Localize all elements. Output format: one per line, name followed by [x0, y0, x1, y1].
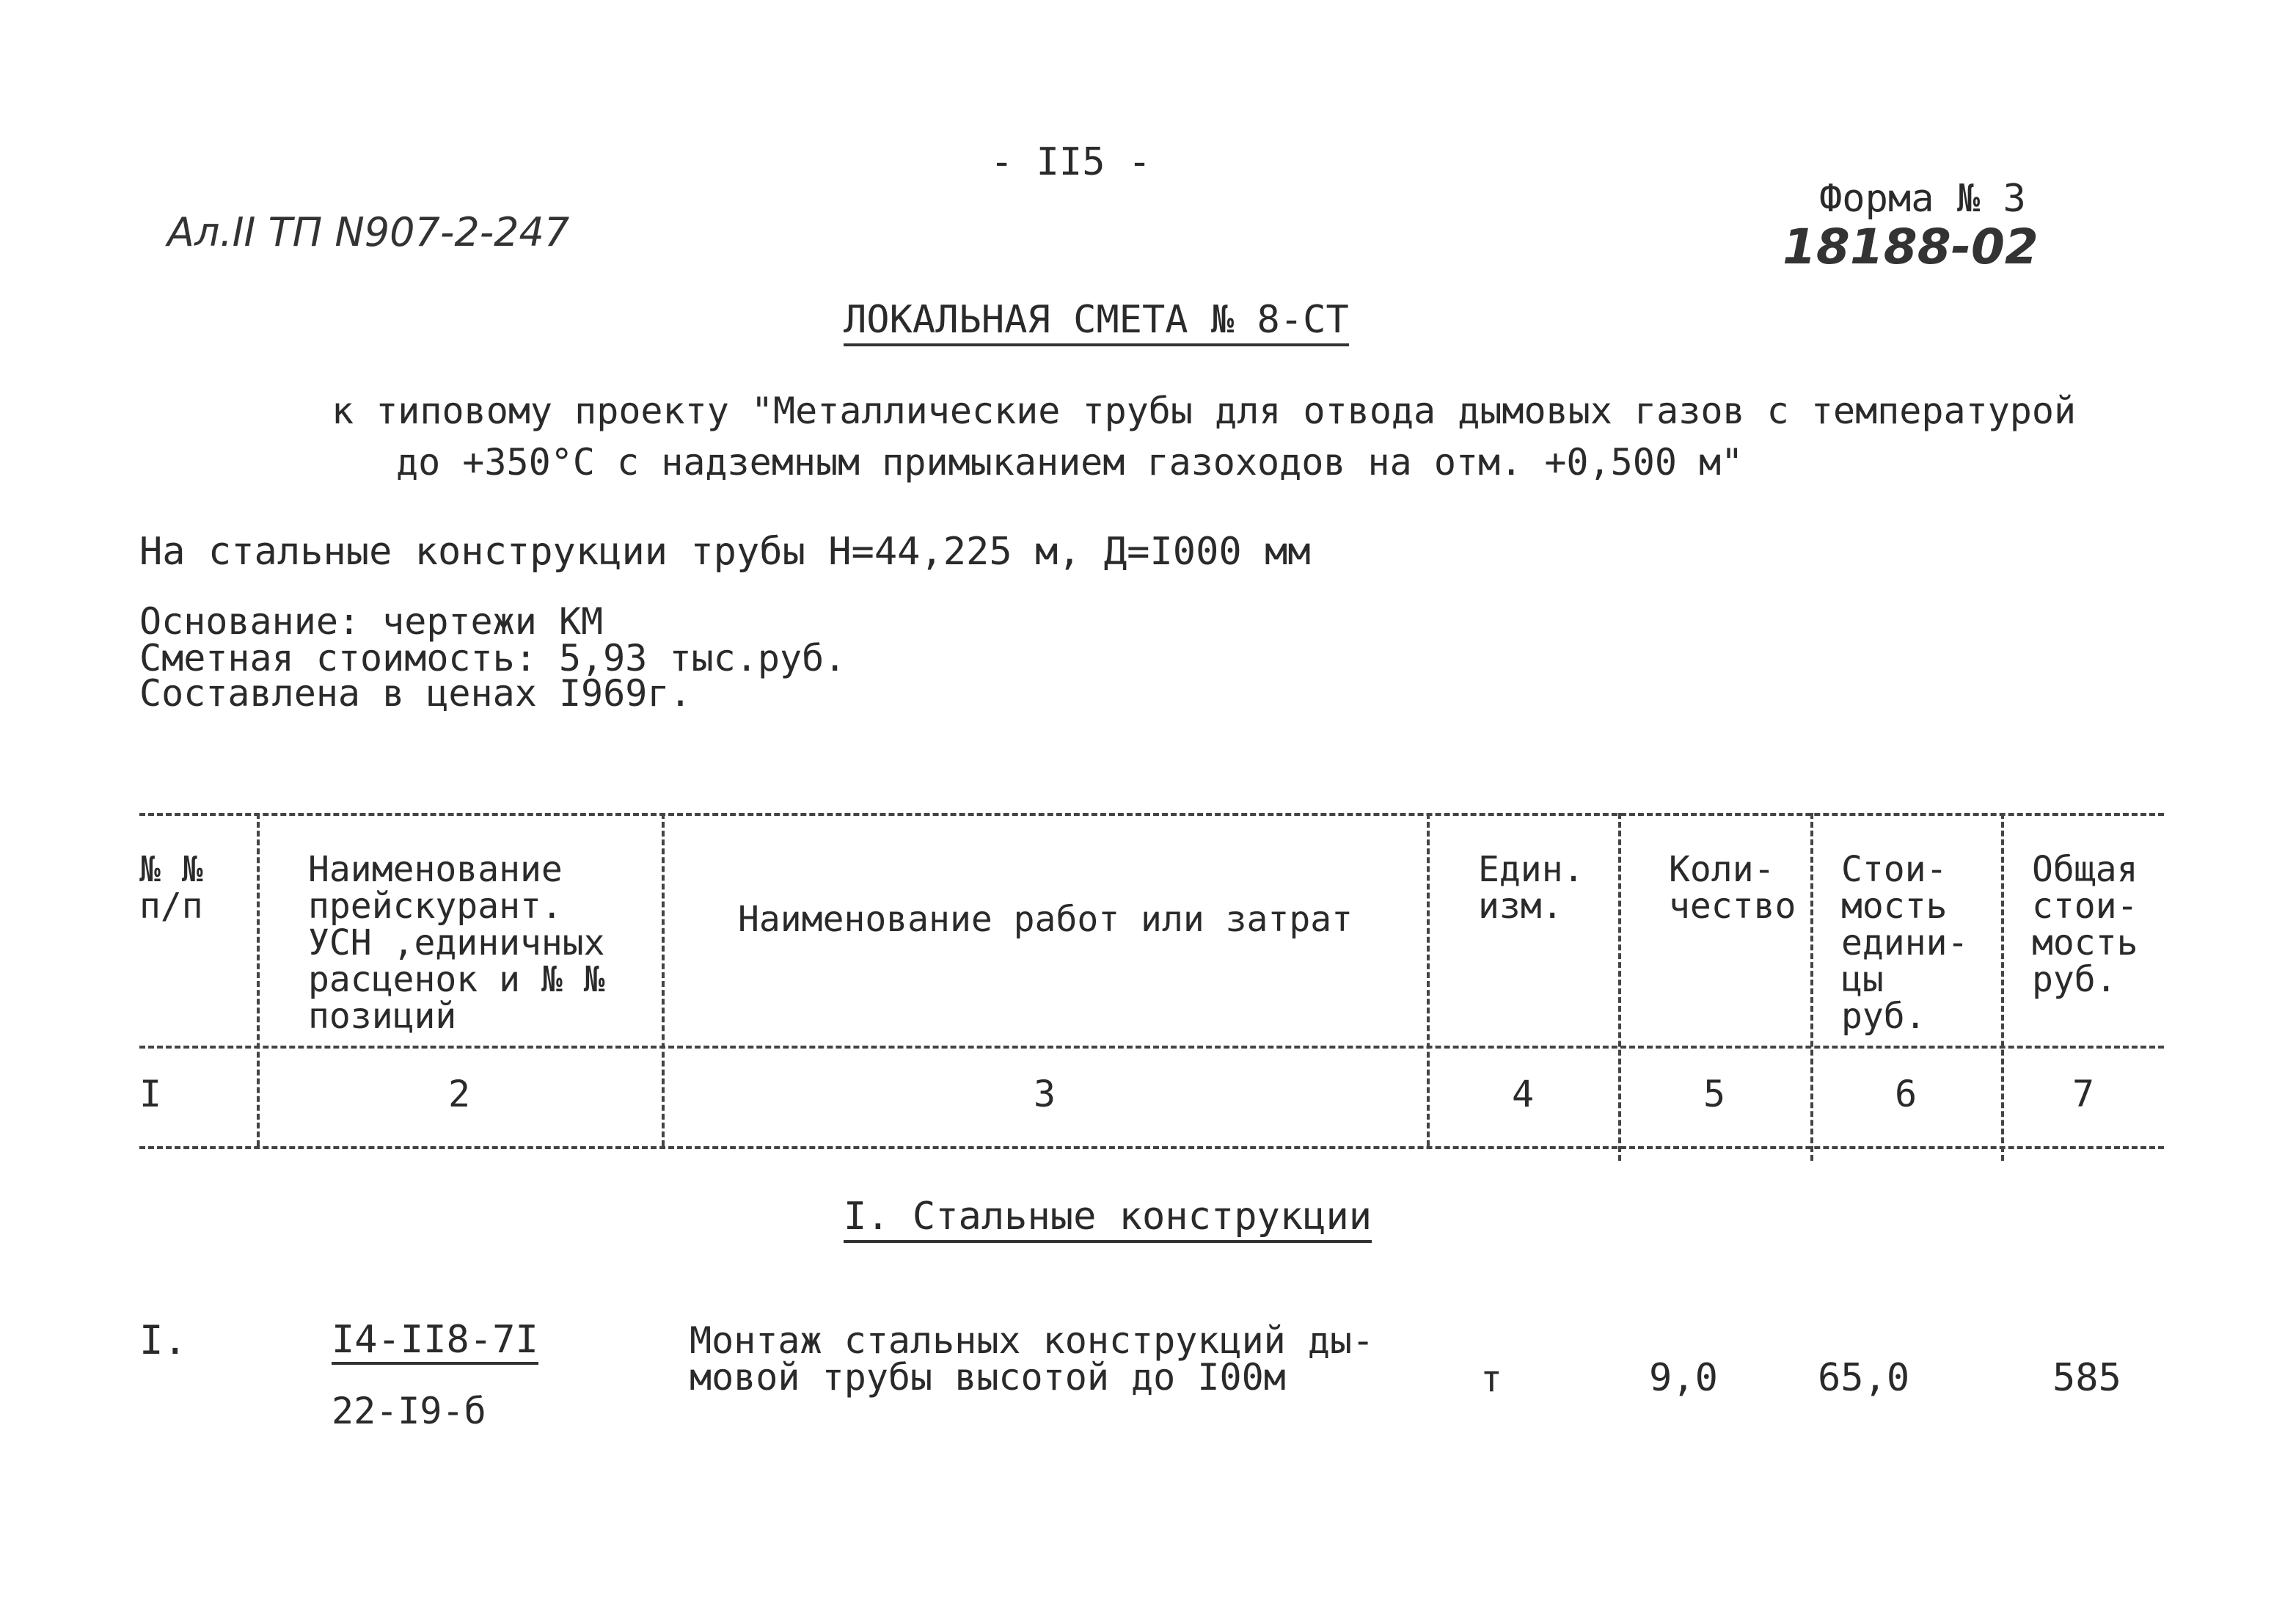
table-top-rule: [139, 813, 2164, 816]
header-item-number: № № п/п: [139, 849, 203, 927]
object-description: На стальные конструкции трубы Н=44,225 м, Д=I000 мм: [139, 530, 1311, 574]
form-label: Форма № 3: [1819, 177, 2026, 221]
column-number-3: 3: [1033, 1073, 1056, 1115]
section-title: I. Стальные конструкции: [844, 1197, 1372, 1243]
row-work-line-2: мовой трубы высотой до I00м: [690, 1356, 1286, 1399]
form-number: 18188-02: [1783, 219, 2039, 275]
row-unit-cost: 65,0: [1818, 1356, 1910, 1400]
basis-line: Основание: чертежи КМ: [139, 600, 604, 643]
column-number-1: I: [139, 1073, 162, 1115]
album-reference: Ал.II ТП N907-2-247: [167, 209, 570, 255]
row-number: I.: [139, 1317, 188, 1363]
header-price-list: Наименование прейскурант. УСН ,единичных расценок и № № позиций: [308, 849, 605, 1037]
table-header-rule: [139, 1046, 2164, 1049]
row-unit: т: [1480, 1357, 1503, 1400]
header-unit-cost: Стои- мость едини- цы руб.: [1841, 849, 1969, 1037]
header-quantity: Коли- чество: [1669, 849, 1796, 927]
subtitle-line-1: к типовому проекту "Металлические трубы для отвода дымовых газов с температурой: [332, 390, 2077, 432]
row-quantity: 9,0: [1649, 1356, 1718, 1400]
estimated-cost-line: Сметная стоимость: 5,93 тыс.руб.: [139, 637, 847, 679]
page-number: - II5 -: [990, 140, 1152, 184]
header-unit: Един. изм.: [1478, 849, 1584, 927]
document-title: ЛОКАЛЬНАЯ СМЕТА № 8-СТ: [844, 301, 1349, 346]
column-number-7: 7: [2072, 1073, 2095, 1115]
column-number-2: 2: [447, 1073, 471, 1115]
price-level-line: Составлена в ценах I969г.: [139, 672, 692, 715]
subtitle-line-2: до +350°С с надземным примыканием газоходов на отм. +0,500 м": [396, 441, 1744, 484]
header-work-name: Наименование работ или затрат: [737, 899, 1353, 940]
table-numbers-rule: [139, 1146, 2164, 1149]
row-price-code: I4-II8-7I: [332, 1321, 538, 1365]
row-total: 585: [2052, 1356, 2121, 1400]
row-position-code: 22-I9-б: [332, 1390, 486, 1432]
header-total-cost: Общая стои- мость руб.: [2032, 849, 2138, 1000]
column-number-4: 4: [1511, 1073, 1535, 1115]
column-number-6: 6: [1894, 1073, 1917, 1115]
row-work-line-1: Монтаж стальных конструкций ды-: [690, 1319, 1375, 1362]
column-number-5: 5: [1703, 1073, 1726, 1115]
